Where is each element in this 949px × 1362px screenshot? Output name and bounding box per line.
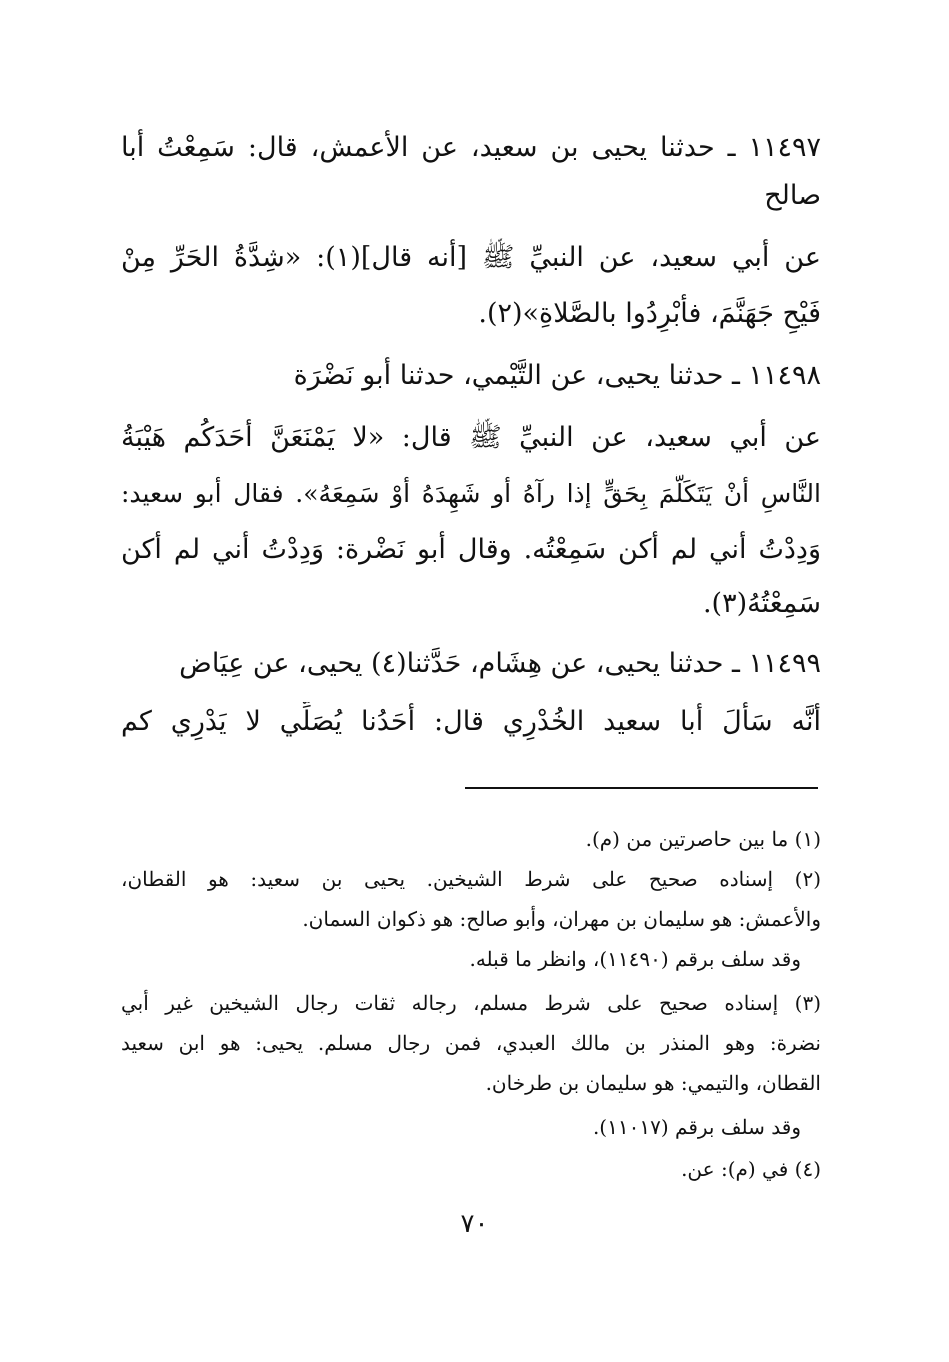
- hadith-1498-line-1: ١١٤٩٨ ـ حدثنا يحيى، عن التَّيْمي، حدثنا أبو نَضْرَة: [293, 360, 821, 391]
- hadith-1498-line-4: وَدِدْتُ أني لم أكن سَمِعْتُه. وقال أبو نَضْرة: وَدِدْتُ أني لم أكن: [121, 534, 821, 565]
- hadith-1498-line-3: النَّاسِ أنْ يَتَكَلَّمَ بِحَقٍّ إذا رآهُ أو شَهِدَهُ أوْ سَمِعَهُ». فقال أبو سعيد:: [121, 479, 821, 508]
- footnote-3-line-1: (٣) إسناده صحيح على شرط مسلم، رجاله ثقات رجال الشيخين غير أبي: [121, 991, 821, 1015]
- footnote-2-line-2: والأعمش: هو سليمان بن مهران، وأبو صالح: هو ذكوان السمان.: [302, 907, 821, 931]
- hadith-1498-line-2: عن أبي سعيد، عن النبيِّ ﷺ قال: «لا يَمْنَعَنَّ أَحَدَكُم هَيْبَةُ: [121, 422, 821, 453]
- hadith-1499-line-1: ١١٤٩٩ ـ حدثنا يحيى، عن هِشَام، حَدَّثنا(٤) يحيى، عن عِيَاض: [179, 648, 821, 679]
- hadith-1497-line-1: ١١٤٩٧ ـ حدثنا يحيى بن سعيد، عن الأعمش، قال: سَمِعْتُ أبا: [121, 132, 821, 163]
- footnote-2-line-3: وقد سلف برقم (١١٤٩٠)، وانظر ما قبله.: [469, 947, 801, 971]
- footnote-4: (٤) في (م): عن.: [681, 1157, 821, 1181]
- footnote-1: (١) ما بين حاصرتين من (م).: [585, 827, 821, 851]
- hadith-1497-line-3: عن أبي سعيد، عن النبيِّ ﷺ [أنه قال](١): «شِدَّةُ الحَرِّ مِنْ: [121, 242, 821, 273]
- footnote-3-line-2: نضرة: وهو المنذر بن مالك العبدي، فمن رجال مسلم. يحيى: هو ابن سعيد: [121, 1031, 821, 1055]
- footnote-separator: [465, 787, 818, 789]
- hadith-1498-line-5: سَمِعْتُهُ(٣).: [702, 588, 821, 619]
- footnote-2-line-1: (٢) إسناده صحيح على شرط الشيخين. يحيى بن سعيد: هو القطان،: [121, 867, 821, 891]
- hadith-1499-line-2: أنَّه سَأَلَ أبا سعيد الخُدْرِي قال: أَحَدُنا يُصَلِّي لا يَدْرِي كم: [121, 706, 821, 737]
- hadith-1497-line-2: صالح: [764, 180, 821, 211]
- footnote-3-line-3: القطان، والتيمي: هو سليمان بن طرخان.: [485, 1071, 821, 1095]
- footnote-3-line-4: وقد سلف برقم (١١٠١٧).: [592, 1115, 801, 1139]
- page-number: ٧٠: [460, 1209, 489, 1239]
- hadith-1497-line-4: فَيْحِ جَهَنَّمَ، فأبْرِدُوا بالصَّلاةِ»(٢).: [478, 298, 821, 329]
